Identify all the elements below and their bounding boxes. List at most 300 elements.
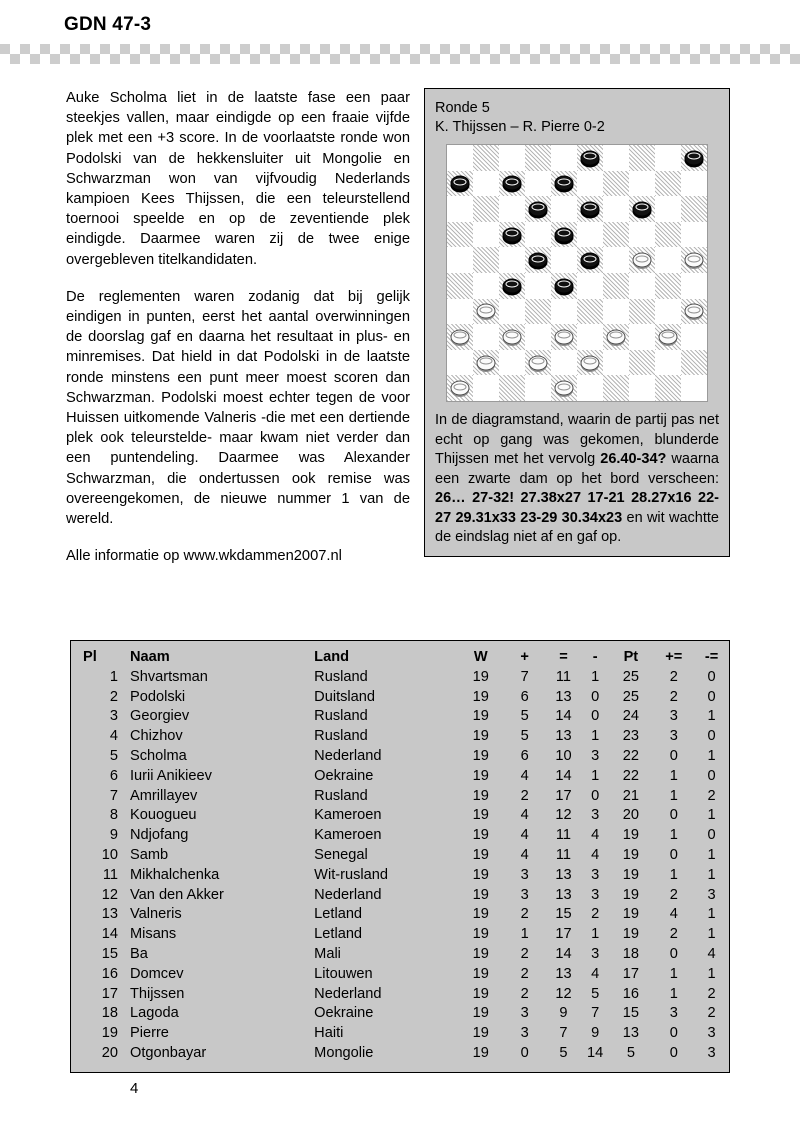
board-square-dark xyxy=(499,273,525,299)
board-square-dark xyxy=(473,145,499,171)
cell-plus-remise: 4 xyxy=(669,906,678,923)
cell-min-remise: 1 xyxy=(707,807,716,824)
round-label: Ronde 5 xyxy=(435,100,490,116)
cell-plus-remise: 3 xyxy=(669,1005,678,1022)
board-square-light xyxy=(603,247,629,273)
cell-points: 15 xyxy=(622,1005,639,1022)
cell-plus-remise: 0 xyxy=(669,945,678,962)
cell-draws: 13 xyxy=(555,866,572,883)
standings-panel xyxy=(70,640,730,1073)
cell-plus-remise: 2 xyxy=(669,688,678,705)
cell-min-remise: 0 xyxy=(707,668,716,685)
cell-country: Rusland xyxy=(314,668,368,685)
board-square-dark xyxy=(577,145,603,171)
white-piece xyxy=(555,329,574,344)
table-row xyxy=(71,925,729,945)
cell-country: Letland xyxy=(314,926,363,943)
board-square-light xyxy=(577,324,603,350)
cell-games: 19 xyxy=(472,827,489,844)
caption-move-notation: 26.40-34? xyxy=(600,451,667,467)
board-square-light xyxy=(525,222,551,248)
white-piece xyxy=(451,381,470,396)
cell-draws: 12 xyxy=(555,985,572,1002)
cell-wins: 2 xyxy=(520,985,529,1002)
cell-points: 22 xyxy=(622,767,639,784)
board-square-light xyxy=(551,247,577,273)
board-square-light xyxy=(551,145,577,171)
cell-games: 19 xyxy=(472,787,489,804)
cell-games: 19 xyxy=(472,945,489,962)
board-square-light xyxy=(525,273,551,299)
cell-losses: 3 xyxy=(591,886,600,903)
cell-min-remise: 3 xyxy=(707,1025,716,1042)
cell-name: Van den Akker xyxy=(130,886,224,903)
board-square-dark xyxy=(473,196,499,222)
white-piece xyxy=(477,355,496,370)
cell-min-remise: 0 xyxy=(707,728,716,745)
cell-name: Ndjofang xyxy=(130,827,189,844)
cell-games: 19 xyxy=(472,688,489,705)
caption-text: en wit wachtte de eindslag niet af en gaf op. xyxy=(435,509,719,545)
column-header-plus-remise: += xyxy=(665,649,683,665)
column-header-pl: Pl xyxy=(83,649,97,665)
cell-games: 19 xyxy=(472,886,489,903)
cell-losses: 14 xyxy=(587,1044,604,1061)
cell-wins: 5 xyxy=(520,728,529,745)
cell-draws: 14 xyxy=(555,708,572,725)
cell-name: Thijssen xyxy=(130,985,185,1002)
cell-place: 1 xyxy=(109,668,118,685)
board-square-light xyxy=(447,247,473,273)
cell-min-remise: 1 xyxy=(707,906,716,923)
white-piece xyxy=(503,329,522,344)
black-piece xyxy=(581,201,600,216)
cell-draws: 17 xyxy=(555,926,572,943)
white-piece xyxy=(529,355,548,370)
cell-place: 16 xyxy=(101,965,118,982)
white-piece xyxy=(685,304,704,319)
board-square-dark xyxy=(603,273,629,299)
cell-plus-remise: 0 xyxy=(669,846,678,863)
board-square-light xyxy=(629,324,655,350)
black-piece xyxy=(451,176,470,191)
cell-draws: 13 xyxy=(555,688,572,705)
cell-country: Wit-rusland xyxy=(314,866,388,883)
cell-wins: 6 xyxy=(520,747,529,764)
board-square-dark xyxy=(603,375,629,401)
cell-games: 19 xyxy=(472,906,489,923)
board-square-light xyxy=(681,324,707,350)
article-paragraph-2: De reglementen waren zodanig dat bij gelijk eindigen in punten, eerst het aantal overwinningen de doorslag gaf en daarna het resultaat in plus- en minremises. Dat hield in dat Podolski in de laatste ronde minstens een punt meer moest scoren dan Schwarzman. Podolski moest echter tegen de voor Huissen uitkomende Valneris -die met een dertiende plek ook teleurstelde- maar kwam niet verder dan een puntendeling. Daarmee was Alexander Schwarzman, die ondertussen ook remise was overeengekomen, de nieuwe nummer 1 van de wereld. xyxy=(66,288,410,528)
board-square-light xyxy=(499,145,525,171)
cell-country: Senegal xyxy=(314,846,368,863)
board-square-light xyxy=(577,273,603,299)
draughts-board xyxy=(446,144,708,402)
board-square-dark xyxy=(655,222,681,248)
cell-plus-remise: 0 xyxy=(669,747,678,764)
table-row xyxy=(71,1044,729,1064)
board-square-dark xyxy=(551,273,577,299)
board-square-dark xyxy=(499,171,525,197)
board-square-light xyxy=(499,350,525,376)
board-square-light xyxy=(447,196,473,222)
cell-draws: 17 xyxy=(555,787,572,804)
cell-losses: 1 xyxy=(591,728,600,745)
cell-country: Oekraine xyxy=(314,767,374,784)
masthead xyxy=(0,0,800,44)
board-square-dark xyxy=(525,145,551,171)
cell-plus-remise: 0 xyxy=(669,1044,678,1061)
table-row xyxy=(71,668,729,688)
board-square-light xyxy=(655,247,681,273)
cell-draws: 13 xyxy=(555,965,572,982)
board-square-light xyxy=(655,350,681,376)
cell-wins: 3 xyxy=(520,886,529,903)
cell-points: 13 xyxy=(622,1025,639,1042)
cell-draws: 11 xyxy=(555,827,572,844)
cell-games: 19 xyxy=(472,1044,489,1061)
board-square-light xyxy=(499,299,525,325)
cell-country: Litouwen xyxy=(314,965,373,982)
board-square-dark xyxy=(447,273,473,299)
board-square-dark xyxy=(629,299,655,325)
cell-min-remise: 3 xyxy=(707,1044,716,1061)
cell-country: Nederland xyxy=(314,886,382,903)
board-square-light xyxy=(681,273,707,299)
cell-country: Nederland xyxy=(314,985,382,1002)
cell-name: Pierre xyxy=(130,1025,169,1042)
cell-plus-remise: 1 xyxy=(669,985,678,1002)
cell-wins: 1 xyxy=(520,926,529,943)
table-row xyxy=(71,1004,729,1024)
checkered-divider xyxy=(0,44,800,64)
table-row xyxy=(71,826,729,846)
cell-points: 17 xyxy=(622,965,639,982)
white-piece xyxy=(477,304,496,319)
cell-country: Letland xyxy=(314,906,363,923)
cell-losses: 1 xyxy=(591,926,600,943)
column-header-points: Pt xyxy=(623,649,639,665)
board-square-light xyxy=(447,299,473,325)
white-piece xyxy=(633,253,652,268)
cell-wins: 2 xyxy=(520,787,529,804)
cell-min-remise: 1 xyxy=(707,926,716,943)
cell-losses: 9 xyxy=(591,1025,600,1042)
page-number: 4 xyxy=(130,1080,139,1097)
table-row xyxy=(71,747,729,767)
cell-draws: 11 xyxy=(555,846,572,863)
cell-place: 9 xyxy=(109,827,118,844)
cell-min-remise: 2 xyxy=(707,985,716,1002)
table-row xyxy=(71,945,729,965)
cell-country: Haiti xyxy=(314,1025,344,1042)
cell-min-remise: 0 xyxy=(707,827,716,844)
article-paragraph-1: Auke Scholma liet in de laatste fase een paar steekjes vallen, maar eindigde op een fraaie vijfde plek met een +3 score. In de voorlaatste ronde won Podolski van de hekkensluiter uit Mongolie en Schwarzman won van vijfvoudig Nederlands kampioen Kees Thijssen, die een teleurstellend toernooi speelde en op de zeventiende plek eindigde. Daarmee waren zij de twee enige overgebleven titelkandidaten. xyxy=(66,90,410,268)
cell-place: 13 xyxy=(101,906,118,923)
cell-losses: 1 xyxy=(591,668,600,685)
cell-wins: 4 xyxy=(520,846,529,863)
board-square-light xyxy=(603,196,629,222)
cell-points: 25 xyxy=(622,668,639,685)
board-square-dark xyxy=(655,171,681,197)
cell-plus-remise: 2 xyxy=(669,926,678,943)
cell-wins: 5 xyxy=(520,708,529,725)
cell-wins: 7 xyxy=(520,668,529,685)
cell-games: 19 xyxy=(472,1005,489,1022)
cell-name: Podolski xyxy=(130,688,186,705)
cell-plus-remise: 0 xyxy=(669,1025,678,1042)
cell-points: 19 xyxy=(622,827,639,844)
article-text-column xyxy=(66,88,410,566)
board-square-light xyxy=(551,299,577,325)
cell-losses: 0 xyxy=(591,787,600,804)
cell-losses: 1 xyxy=(591,767,600,784)
black-piece xyxy=(633,201,652,216)
black-piece xyxy=(581,150,600,165)
cell-name: Scholma xyxy=(130,747,187,764)
board-square-light xyxy=(525,171,551,197)
cell-wins: 0 xyxy=(520,1044,529,1061)
cell-name: Valneris xyxy=(130,906,182,923)
board-square-light xyxy=(577,222,603,248)
cell-country: Nederland xyxy=(314,747,382,764)
cell-place: 4 xyxy=(109,728,118,745)
black-piece xyxy=(503,176,522,191)
board-square-dark xyxy=(499,324,525,350)
cell-draws: 11 xyxy=(555,668,572,685)
board-square-dark xyxy=(577,299,603,325)
board-square-light xyxy=(681,171,707,197)
board-square-dark xyxy=(655,273,681,299)
cell-points: 22 xyxy=(622,747,639,764)
board-square-dark xyxy=(603,222,629,248)
cell-name: Chizhov xyxy=(130,728,183,745)
board-square-dark xyxy=(629,145,655,171)
board-square-dark xyxy=(447,222,473,248)
cell-wins: 6 xyxy=(520,688,529,705)
white-piece xyxy=(659,329,678,344)
table-row xyxy=(71,886,729,906)
cell-min-remise: 0 xyxy=(707,688,716,705)
cell-plus-remise: 3 xyxy=(669,708,678,725)
cell-min-remise: 4 xyxy=(707,945,716,962)
black-piece xyxy=(555,278,574,293)
table-row xyxy=(71,727,729,747)
board-square-dark xyxy=(525,299,551,325)
cell-points: 18 xyxy=(622,945,639,962)
cell-place: 15 xyxy=(101,945,118,962)
table-row xyxy=(71,1024,729,1044)
cell-losses: 4 xyxy=(591,827,600,844)
cell-place: 12 xyxy=(101,886,118,903)
caption-text: waarna een zwarte dam op het bord verscheen: xyxy=(435,451,719,487)
board-square-dark xyxy=(629,247,655,273)
cell-wins: 3 xyxy=(520,866,529,883)
cell-wins: 4 xyxy=(520,827,529,844)
cell-plus-remise: 2 xyxy=(669,886,678,903)
black-piece xyxy=(555,227,574,242)
column-header-min-remise: -= xyxy=(704,649,719,665)
table-header-row xyxy=(71,648,729,668)
cell-plus-remise: 1 xyxy=(669,866,678,883)
table-row xyxy=(71,866,729,886)
column-header-plus: + xyxy=(520,649,529,665)
cell-place: 20 xyxy=(101,1044,118,1061)
board-square-dark xyxy=(525,350,551,376)
board-square-light xyxy=(681,375,707,401)
cell-country: Duitsland xyxy=(314,688,376,705)
cell-country: Kameroen xyxy=(314,807,382,824)
cell-place: 18 xyxy=(101,1005,118,1022)
cell-points: 19 xyxy=(622,926,639,943)
board-square-light xyxy=(629,222,655,248)
board-square-dark xyxy=(681,299,707,325)
cell-place: 10 xyxy=(101,846,118,863)
cell-country: Mongolie xyxy=(314,1044,374,1061)
cell-draws: 7 xyxy=(559,1025,568,1042)
black-piece xyxy=(503,278,522,293)
board-square-dark xyxy=(681,350,707,376)
caption-text: In de diagramstand, waarin de partij pas net echt op gang was gekomen, blunderde Thijssen met het vervolg xyxy=(435,412,719,467)
cell-losses: 0 xyxy=(591,688,600,705)
cell-games: 19 xyxy=(472,846,489,863)
cell-name: Domcev xyxy=(130,965,184,982)
column-header-losses: - xyxy=(592,649,598,665)
column-header-land: Land xyxy=(314,649,350,665)
cell-wins: 3 xyxy=(520,1005,529,1022)
cell-place: 14 xyxy=(101,926,118,943)
cell-plus-remise: 3 xyxy=(669,728,678,745)
board-square-dark xyxy=(551,324,577,350)
board-square-dark xyxy=(551,171,577,197)
cell-place: 5 xyxy=(109,747,118,764)
cell-plus-remise: 0 xyxy=(669,807,678,824)
board-square-light xyxy=(577,375,603,401)
cell-place: 7 xyxy=(109,787,118,804)
cell-draws: 13 xyxy=(555,886,572,903)
cell-country: Rusland xyxy=(314,787,368,804)
cell-place: 6 xyxy=(109,767,118,784)
board-square-dark xyxy=(603,171,629,197)
cell-draws: 13 xyxy=(555,728,572,745)
cell-min-remise: 0 xyxy=(707,767,716,784)
cell-name: Mikhalchenka xyxy=(130,866,220,883)
cell-plus-remise: 2 xyxy=(669,668,678,685)
black-piece xyxy=(685,150,704,165)
black-piece xyxy=(529,253,548,268)
cell-place: 11 xyxy=(102,866,118,883)
cell-name: Amrillayev xyxy=(130,787,198,804)
publication-title: GDN 47-3 xyxy=(64,14,152,35)
table-row xyxy=(71,787,729,807)
diagram-panel xyxy=(424,88,730,557)
table-row xyxy=(71,806,729,826)
cell-name: Iurii Anikieev xyxy=(130,767,212,784)
board-square-light xyxy=(447,145,473,171)
cell-name: Georgiev xyxy=(130,708,190,725)
cell-games: 19 xyxy=(472,866,489,883)
board-square-dark xyxy=(473,247,499,273)
cell-min-remise: 1 xyxy=(707,965,716,982)
cell-wins: 4 xyxy=(520,767,529,784)
white-piece xyxy=(451,329,470,344)
cell-plus-remise: 1 xyxy=(669,965,678,982)
cell-min-remise: 1 xyxy=(707,866,716,883)
cell-name: Misans xyxy=(130,926,177,943)
cell-country: Mali xyxy=(314,945,341,962)
board-square-dark xyxy=(551,222,577,248)
table-row xyxy=(71,707,729,727)
cell-losses: 4 xyxy=(591,846,600,863)
table-row xyxy=(71,965,729,985)
cell-losses: 5 xyxy=(591,985,600,1002)
board-square-dark xyxy=(447,375,473,401)
board-square-dark xyxy=(499,375,525,401)
board-square-light xyxy=(603,350,629,376)
black-piece xyxy=(503,227,522,242)
cell-wins: 4 xyxy=(520,807,529,824)
table-row xyxy=(71,985,729,1005)
white-piece xyxy=(607,329,626,344)
column-header-w: W xyxy=(473,649,488,665)
white-piece xyxy=(685,253,704,268)
board-square-light xyxy=(551,350,577,376)
cell-points: 16 xyxy=(622,985,639,1002)
board-square-dark xyxy=(525,247,551,273)
cell-min-remise: 2 xyxy=(707,787,716,804)
board-square-dark xyxy=(577,247,603,273)
cell-min-remise: 1 xyxy=(707,747,716,764)
cell-min-remise: 1 xyxy=(707,846,716,863)
cell-min-remise: 2 xyxy=(707,1005,716,1022)
board-square-light xyxy=(525,324,551,350)
cell-place: 8 xyxy=(109,807,118,824)
board-square-light xyxy=(655,145,681,171)
cell-draws: 5 xyxy=(559,1044,568,1061)
cell-games: 19 xyxy=(472,1025,489,1042)
cell-plus-remise: 1 xyxy=(669,827,678,844)
cell-place: 19 xyxy=(101,1025,118,1042)
board-square-light xyxy=(655,196,681,222)
board-square-dark xyxy=(629,350,655,376)
board-square-dark xyxy=(447,171,473,197)
cell-country: Rusland xyxy=(314,708,368,725)
board-square-light xyxy=(603,299,629,325)
board-square-light xyxy=(473,375,499,401)
board-square-dark xyxy=(473,299,499,325)
board-square-dark xyxy=(577,350,603,376)
board-square-light xyxy=(577,171,603,197)
cell-games: 19 xyxy=(472,985,489,1002)
table-row xyxy=(71,688,729,708)
board-square-dark xyxy=(655,375,681,401)
board-square-light xyxy=(629,171,655,197)
cell-games: 19 xyxy=(472,767,489,784)
cell-losses: 4 xyxy=(591,965,600,982)
cell-points: 5 xyxy=(626,1044,635,1061)
black-piece xyxy=(555,176,574,191)
cell-games: 19 xyxy=(472,708,489,725)
board-square-dark xyxy=(473,350,499,376)
board-square-dark xyxy=(499,222,525,248)
cell-losses: 7 xyxy=(591,1005,600,1022)
cell-losses: 3 xyxy=(591,747,600,764)
table-row xyxy=(71,846,729,866)
cell-losses: 2 xyxy=(591,906,600,923)
cell-draws: 12 xyxy=(555,807,572,824)
cell-wins: 3 xyxy=(520,1025,529,1042)
board-square-dark xyxy=(577,196,603,222)
